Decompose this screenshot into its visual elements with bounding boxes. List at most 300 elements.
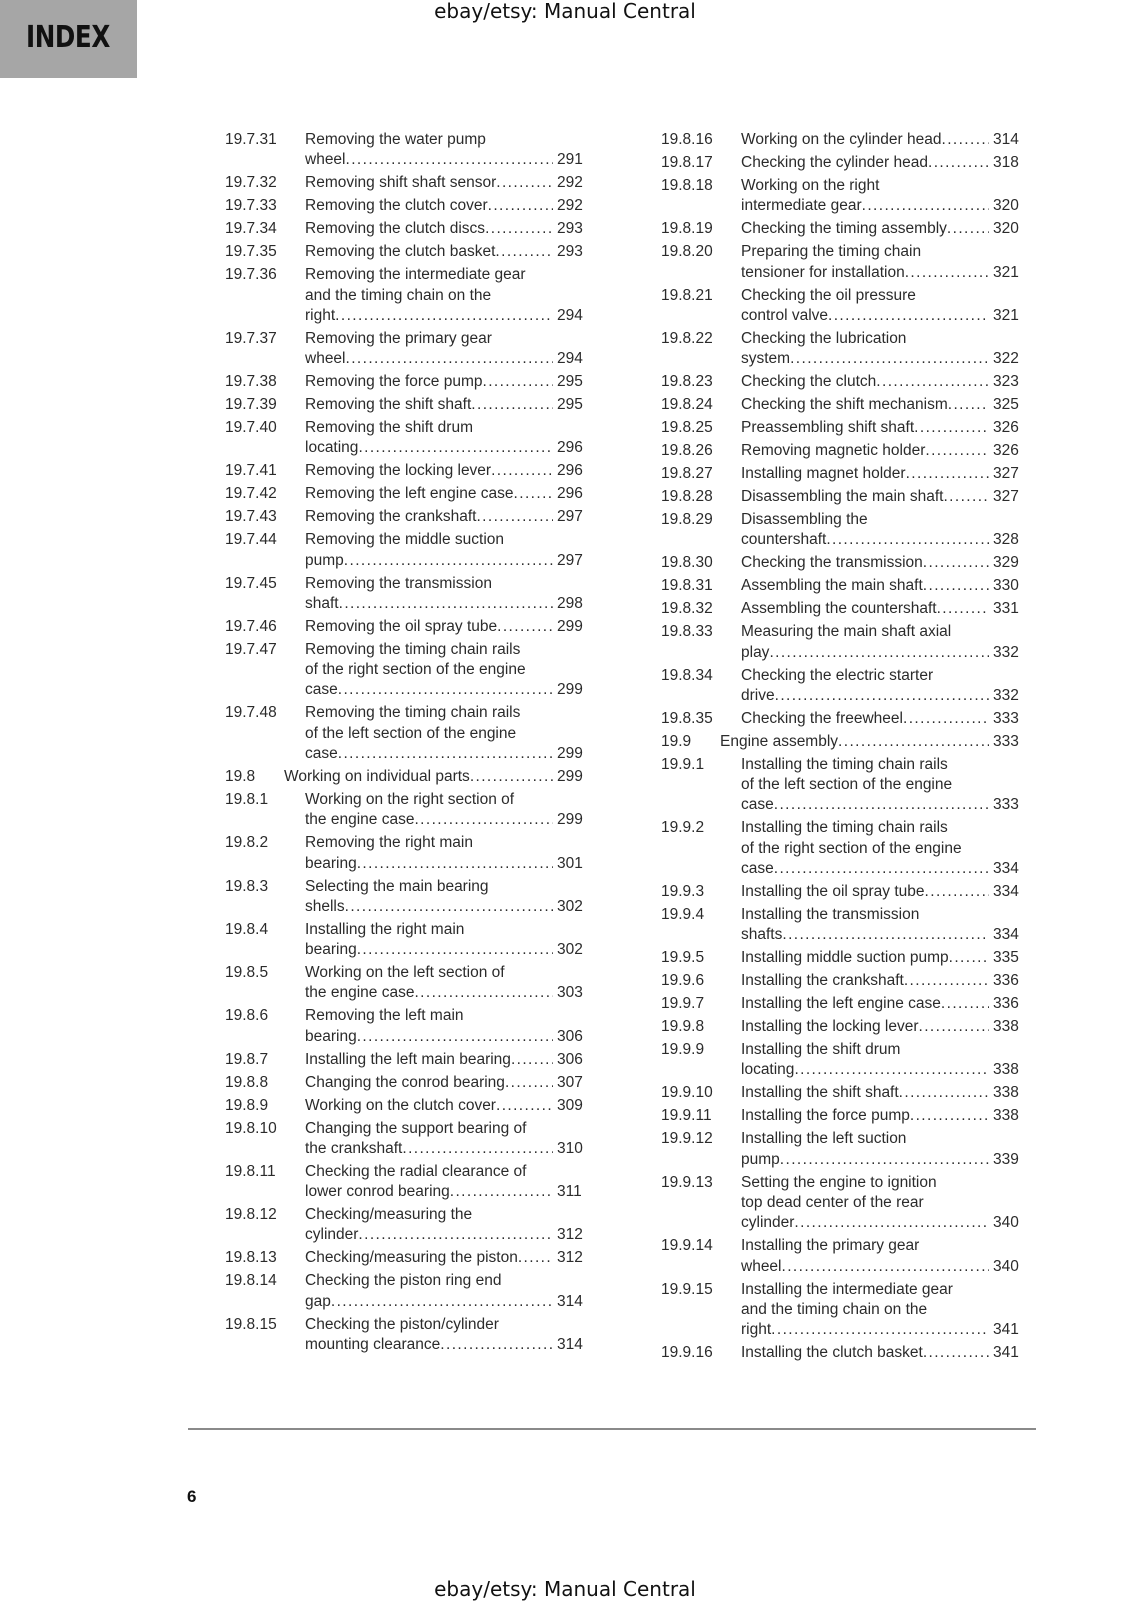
toc-entry-page: 320: [993, 220, 1019, 238]
toc-entry-number: 19.7.34: [225, 220, 277, 238]
toc-entry-title-line: Installing the crankshaft: [741, 972, 904, 990]
toc-entry-number: 19.7.48: [225, 704, 277, 722]
toc-entry-title: [741, 576, 1019, 596]
toc-entry[interactable]: [225, 790, 597, 831]
dot-leader: [941, 994, 989, 1014]
toc-entry-title-line: wheel: [741, 1257, 782, 1275]
toc-entry-number: 19.8.24: [661, 396, 713, 414]
toc-entry-title-line: Checking the shift mechanism: [741, 396, 948, 414]
toc-entry-title-line: Working on the cylinder head: [741, 131, 942, 148]
toc-entry-page: 301: [557, 854, 583, 872]
dot-leader: [497, 617, 553, 637]
toc-entry-number: 19.9.12: [661, 1130, 713, 1148]
toc-entry-title: [305, 574, 583, 615]
toc-entry-page: 311: [557, 1183, 582, 1201]
toc-entry-title-line: Measuring the main shaft axial: [741, 623, 952, 641]
toc-entry[interactable]: [661, 1280, 1033, 1341]
toc-entry[interactable]: [225, 507, 597, 527]
dot-leader: [899, 1083, 989, 1103]
toc-entry[interactable]: [661, 1236, 1033, 1277]
toc-entry-number: 19.7.41: [225, 462, 277, 480]
toc-entry-title: [305, 461, 583, 481]
toc-entry-number: 19.9.11: [661, 1107, 712, 1125]
dot-leader: [344, 551, 553, 571]
toc-entry[interactable]: [661, 553, 1033, 573]
toc-entry-page: 306: [557, 1050, 583, 1068]
dot-leader: [402, 1139, 553, 1159]
dot-leader: [440, 1335, 553, 1355]
toc-entry-page: 340: [993, 1257, 1019, 1275]
toc-entry-number: 19.8.15: [225, 1315, 277, 1333]
toc-entry-title-line: Working on the right section of: [305, 790, 515, 808]
toc-entry-title-line: top dead center of the rear: [741, 1193, 924, 1211]
toc-entry-title-line: Checking the timing assembly: [741, 220, 947, 238]
toc-entry-page: 302: [557, 941, 583, 959]
toc-entry[interactable]: [225, 833, 597, 874]
toc-entry-page: 334: [993, 882, 1019, 900]
toc-entry-title: [305, 790, 583, 831]
toc-entry-number: 19.8.13: [225, 1249, 277, 1267]
dot-leader: [905, 263, 989, 283]
toc-entry-title-line: tensioner for installation: [741, 263, 905, 281]
dot-leader: [941, 130, 989, 150]
watermark-bottom: ebay/etsy: Manual Central: [434, 1577, 696, 1601]
toc-entry[interactable]: [661, 286, 1033, 327]
toc-entry-title: [305, 196, 583, 216]
dot-leader: [780, 1150, 989, 1170]
toc-entry[interactable]: [661, 242, 1033, 283]
toc-entry-title-line: the engine case: [305, 984, 415, 1002]
toc-entry[interactable]: [661, 709, 1033, 729]
toc-entry-number: 19.8.4: [225, 920, 269, 938]
dot-leader: [518, 1248, 553, 1268]
toc-entry-title-line: Installing the clutch basket: [741, 1344, 923, 1362]
toc-entry-title-line: wheel: [305, 151, 346, 169]
toc-entry-title-line: bearing: [305, 1027, 357, 1045]
toc-entry-title-line: Removing the clutch basket: [305, 243, 496, 261]
toc-entry-number: 19.9.8: [661, 1018, 705, 1036]
toc-entry-number: 19.7.45: [225, 574, 277, 592]
toc-entry-title-line: Disassembling the main shaft: [741, 488, 944, 505]
toc-entry-title-line: Working on the clutch cover: [305, 1096, 496, 1114]
dot-leader: [919, 1017, 990, 1037]
dot-leader: [491, 461, 553, 481]
toc-entry-title-line: Working on the right: [741, 176, 880, 194]
toc-entry-title: [305, 418, 583, 459]
toc-entry-title: [305, 1205, 583, 1246]
toc-entry-number: 19.9.2: [661, 819, 705, 837]
toc-entry[interactable]: [225, 877, 597, 918]
toc-entry-number: 19.8.25: [661, 419, 713, 437]
toc-entry[interactable]: [661, 176, 1033, 217]
toc-entry[interactable]: [225, 1073, 597, 1093]
toc-entry[interactable]: [225, 196, 597, 216]
dot-leader: [914, 418, 989, 438]
toc-entry-title-line: system: [741, 350, 791, 368]
toc-entry-page: 338: [993, 1084, 1019, 1102]
toc-entry[interactable]: [661, 994, 1033, 1014]
toc-entry-title-line: Removing the timing chain rails: [305, 704, 521, 722]
toc-entry-title: [305, 1073, 583, 1093]
toc-entry-title-line: Checking the piston ring end: [305, 1272, 502, 1290]
dot-leader: [496, 173, 553, 193]
dot-leader: [769, 643, 989, 663]
toc-entry[interactable]: [225, 395, 597, 415]
dot-leader: [414, 983, 553, 1003]
toc-entry[interactable]: [661, 510, 1033, 551]
toc-entry[interactable]: [225, 703, 597, 764]
toc-entry-title-line: Assembling the countershaft: [741, 600, 937, 618]
toc-entry[interactable]: [225, 920, 597, 961]
dot-leader: [794, 1060, 989, 1080]
toc-entry-number: 19.8.6: [225, 1007, 269, 1025]
toc-entry-number: 19.8.3: [225, 877, 269, 895]
toc-entry-title: [305, 219, 583, 239]
toc-entry-page: 329: [993, 554, 1019, 572]
toc-entry-page: 340: [993, 1214, 1019, 1232]
toc-entry-title-line: and the timing chain on the: [741, 1300, 928, 1318]
toc-entry[interactable]: [661, 1343, 1033, 1363]
toc-entry[interactable]: [661, 219, 1033, 239]
toc-entry-title: [741, 395, 1019, 415]
toc-entry-title: [741, 709, 1019, 729]
toc-entry[interactable]: [225, 617, 597, 637]
toc-entry-title: [741, 1129, 1019, 1170]
toc-entry-page: 326: [993, 419, 1019, 437]
toc-entry-number: 19.7.33: [225, 197, 277, 215]
toc-entry[interactable]: [661, 1083, 1033, 1103]
dot-leader: [794, 1213, 989, 1233]
dot-leader: [482, 372, 553, 392]
toc-entry-title: [305, 372, 583, 392]
toc-section-entry[interactable]: [661, 732, 1033, 752]
toc-entry-title: [741, 1083, 1019, 1103]
toc-entry[interactable]: [661, 1040, 1033, 1081]
toc-entry-title-line: Checking the oil pressure: [741, 286, 916, 304]
toc-entry-title: [741, 219, 1019, 239]
toc-entry[interactable]: [661, 487, 1033, 507]
toc-entry-title-line: Checking the clutch: [741, 373, 877, 391]
toc-entry-page: 321: [993, 263, 1019, 281]
toc-entry-title-line: Installing the oil spray tube: [741, 882, 925, 900]
toc-entry-title-line: Installing magnet holder: [741, 465, 906, 483]
toc-entry-number: 19.8.20: [661, 243, 713, 261]
toc-entry[interactable]: [225, 1006, 597, 1047]
dot-leader: [928, 153, 989, 173]
dot-leader: [358, 438, 553, 458]
dot-leader: [906, 464, 989, 484]
toc-entry-number: 19.8.11: [225, 1162, 276, 1180]
toc-entry-page: 327: [993, 488, 1019, 505]
toc-entry-title: [305, 920, 583, 961]
toc-entry[interactable]: [661, 755, 1033, 816]
toc-entry-title: [741, 130, 1019, 150]
toc-entry-number: 19.8.31: [661, 577, 713, 595]
toc-entry[interactable]: [661, 1129, 1033, 1170]
toc-entry-title: [741, 153, 1019, 173]
toc-entry-title-line: case: [741, 796, 774, 814]
toc-entry[interactable]: [225, 963, 597, 1004]
toc-entry-title: [741, 882, 1019, 902]
dot-leader: [923, 1343, 989, 1363]
toc-entry[interactable]: [225, 574, 597, 615]
toc-entry-page: 293: [557, 243, 583, 261]
toc-entry[interactable]: [225, 242, 597, 262]
toc-entry[interactable]: [225, 1205, 597, 1246]
toc-entry-number: 19.8.22: [661, 329, 713, 347]
toc-entry-title: [305, 329, 583, 370]
toc-entry-number: 19.7.35: [225, 243, 277, 261]
toc-entry[interactable]: [225, 418, 597, 459]
toc-entry-page: 295: [557, 373, 583, 391]
toc-entry[interactable]: [225, 1119, 597, 1160]
toc-entry-page: 336: [993, 995, 1019, 1013]
toc-entry-title-line: Removing the shift drum: [305, 419, 473, 437]
toc-entry-title-line: Checking the lubrication: [741, 329, 907, 347]
dot-leader: [345, 897, 553, 917]
toc-entry-title: [305, 173, 583, 193]
toc-entry[interactable]: [661, 418, 1033, 438]
toc-entry-title-line: of the left section of the engine: [305, 724, 517, 742]
toc-entry[interactable]: [661, 905, 1033, 946]
toc-entry-title: [305, 265, 583, 326]
toc-entry-page: 323: [993, 373, 1019, 391]
toc-entry[interactable]: [225, 219, 597, 239]
toc-entry-number: 19.7.40: [225, 419, 277, 437]
toc-entry[interactable]: [225, 1271, 597, 1312]
toc-entry-title: [305, 617, 583, 637]
toc-entry-page: 299: [557, 811, 583, 829]
toc-entry-page: 312: [557, 1226, 583, 1244]
toc-entry[interactable]: [661, 882, 1033, 902]
toc-entry-number: 19.8.10: [225, 1119, 277, 1137]
toc-entry[interactable]: [661, 971, 1033, 991]
toc-entry-title: [741, 1106, 1019, 1126]
toc-entry-title: [741, 1173, 1019, 1234]
toc-entry-title-line: case: [305, 681, 338, 699]
toc-entry[interactable]: [661, 372, 1033, 392]
toc-entry-title-line: Installing the primary gear: [741, 1237, 920, 1255]
toc-entry-title-line: Removing the transmission: [305, 574, 492, 592]
toc-entry-title: [305, 395, 583, 415]
toc-entry-title-line: Removing the right main: [305, 834, 473, 852]
toc-entry-number: 19.8.21: [661, 286, 713, 304]
toc-entry[interactable]: [225, 484, 597, 504]
toc-entry-title-line: bearing: [305, 941, 357, 959]
toc-entry[interactable]: [225, 640, 597, 701]
toc-entry-title-line: cylinder: [305, 1226, 359, 1244]
toc-entry-page: 326: [993, 442, 1019, 460]
toc-entry-title-line: intermediate gear: [741, 197, 862, 215]
toc-entry-page: 297: [557, 508, 583, 526]
toc-entry-number: 19.7.32: [225, 174, 277, 192]
page-number: 6: [187, 1487, 197, 1506]
toc-entry-number: 19.9.16: [661, 1344, 713, 1362]
footer-divider: [188, 1428, 1036, 1430]
toc-entry[interactable]: [661, 818, 1033, 879]
dot-leader: [943, 487, 989, 507]
toc-entry-title-line: Removing the left engine case: [305, 485, 514, 503]
toc-entry-title: [305, 1248, 583, 1268]
dot-leader: [357, 1027, 553, 1047]
toc-entry[interactable]: [661, 1017, 1033, 1037]
toc-entry-title-line: Installing the locking lever: [741, 1018, 919, 1036]
dot-leader: [774, 795, 989, 815]
toc-entry-title: [305, 1119, 583, 1160]
toc-entry-page: 291: [557, 151, 583, 169]
toc-entry[interactable]: [225, 130, 597, 171]
toc-entry-title: [305, 484, 583, 504]
toc-entry-title-line: Removing the water pump: [305, 131, 486, 148]
toc-entry-number: 19.7.44: [225, 531, 277, 549]
toc-entry[interactable]: [225, 530, 597, 571]
toc-entry-number: 19.8.19: [661, 220, 713, 238]
toc-entry-title-line: Removing the locking lever: [305, 462, 492, 480]
toc-entry-title-line: Installing the shift shaft: [741, 1084, 899, 1102]
toc-entry-number: 19.8.2: [225, 834, 269, 852]
toc-entry-title-line: wheel: [305, 350, 346, 368]
toc-entry[interactable]: [225, 461, 597, 481]
dot-leader: [331, 1292, 553, 1312]
toc-entry-page: 333: [993, 796, 1019, 814]
toc-entry-title: [305, 1006, 583, 1047]
toc-entry-number: 19.9.14: [661, 1237, 713, 1255]
toc-entry-title: [741, 994, 1019, 1014]
dot-leader: [470, 767, 553, 787]
toc-entry-number: 19.8.16: [661, 131, 713, 148]
toc-entry-title: [741, 1343, 1019, 1363]
toc-entry-page: 299: [557, 767, 583, 785]
toc-entry-page: 341: [993, 1321, 1019, 1339]
toc-entry-number: 19.7.37: [225, 329, 277, 347]
toc-entry-page: 314: [557, 1292, 583, 1310]
toc-entry-title-line: the engine case: [305, 811, 415, 829]
toc-entry[interactable]: [661, 576, 1033, 596]
toc-entry-title: [305, 833, 583, 874]
toc-entry-page: 318: [993, 153, 1019, 171]
toc-entry-number: 19.8.34: [661, 666, 713, 684]
toc-entry-title-line: Removing the clutch cover: [305, 197, 488, 215]
toc-entry[interactable]: [225, 372, 597, 392]
toc-entry-page: 339: [993, 1150, 1019, 1168]
toc-entry-page: 314: [993, 131, 1019, 148]
toc-entry-title: [741, 666, 1019, 707]
toc-entry-number: 19.7.39: [225, 396, 277, 414]
toc-entry[interactable]: [661, 153, 1033, 173]
toc-entry[interactable]: [661, 599, 1033, 619]
toc-entry-number: 19.7.31: [225, 131, 277, 148]
toc-entry[interactable]: [225, 173, 597, 193]
toc-entry[interactable]: [661, 395, 1033, 415]
toc-entry-title: [741, 1017, 1019, 1037]
dot-leader: [948, 395, 989, 415]
toc-entry-title: [741, 418, 1019, 438]
toc-entry-number: 19.8.30: [661, 554, 713, 572]
toc-entry-number: 19.7.43: [225, 508, 277, 526]
toc-section-entry[interactable]: [225, 767, 597, 787]
toc-entry[interactable]: [661, 464, 1033, 484]
toc-entry-title-line: Assembling the main shaft: [741, 577, 923, 595]
toc-entry[interactable]: [661, 130, 1033, 150]
toc-entry-title: [305, 1315, 583, 1356]
dot-leader: [335, 306, 553, 326]
toc-column-left: [225, 130, 597, 1358]
toc-entry[interactable]: [225, 329, 597, 370]
dot-leader: [949, 948, 989, 968]
toc-entry-page: 331: [993, 600, 1019, 618]
dot-leader: [775, 686, 989, 706]
toc-entry[interactable]: [661, 622, 1033, 663]
toc-entry-number: 19.9.4: [661, 905, 705, 923]
toc-entry-title: [741, 553, 1019, 573]
toc-entry-title-line: Removing the force pump: [305, 373, 483, 391]
toc-entry-page: 330: [993, 577, 1019, 595]
toc-entry-title-line: Checking the transmission: [741, 554, 923, 572]
toc-entry-number: 19.8.33: [661, 623, 713, 641]
dot-leader: [485, 219, 553, 239]
toc-entry-title-line: Installing the timing chain rails: [741, 819, 948, 837]
toc-entry-title: [741, 510, 1019, 551]
dot-leader: [511, 1050, 553, 1070]
toc-entry-title-line: Selecting the main bearing: [305, 877, 489, 895]
toc-column-right: [661, 130, 1033, 1366]
toc-entry[interactable]: [225, 1162, 597, 1203]
dot-leader: [903, 709, 989, 729]
toc-entry[interactable]: [225, 1096, 597, 1116]
toc-entry-title-line: Checking the radial clearance of: [305, 1162, 527, 1180]
dot-leader: [471, 395, 553, 415]
toc-entry-title: [741, 242, 1019, 283]
toc-entry-number: 19.8.1: [225, 790, 269, 808]
toc-entry-title-line: Installing the shift drum: [741, 1041, 901, 1059]
toc-entry-number: 19.9.5: [661, 949, 705, 967]
toc-entry[interactable]: [225, 1050, 597, 1070]
toc-entry[interactable]: [225, 1248, 597, 1268]
toc-entry-page: 296: [557, 462, 583, 480]
toc-entry-page: 320: [993, 197, 1019, 215]
toc-entry[interactable]: [661, 948, 1033, 968]
dot-leader: [790, 349, 989, 369]
toc-entry-page: 299: [557, 745, 583, 762]
toc-entry[interactable]: [661, 329, 1033, 370]
toc-entry-number: 19.8.29: [661, 510, 713, 528]
toc-entry-title: [305, 703, 583, 764]
toc-entry-title-line: Removing the shift shaft: [305, 396, 472, 414]
toc-entry-page: 302: [557, 897, 583, 915]
toc-entry-title: [305, 1096, 583, 1116]
toc-entry-number: 19.8.12: [225, 1206, 277, 1224]
toc-entry-title: [741, 755, 1019, 816]
toc-entry-number: 19.8.7: [225, 1050, 269, 1068]
toc-entry-title-line: Checking/measuring the piston: [305, 1249, 518, 1267]
toc-entry-title-line: Installing the left main bearing: [305, 1050, 511, 1068]
toc-entry-page: 292: [557, 174, 583, 192]
toc-entry-number: 19.7.42: [225, 485, 277, 503]
toc-entry-title: [741, 971, 1019, 991]
toc-entry[interactable]: [225, 1315, 597, 1356]
toc-entry-title-line: case: [741, 859, 774, 877]
toc-entry-number: 19.8.18: [661, 176, 713, 194]
toc-entry[interactable]: [661, 666, 1033, 707]
toc-entry-page: 325: [993, 396, 1019, 414]
toc-entry[interactable]: [661, 1173, 1033, 1234]
toc-entry-title-line: lower conrod bearing: [305, 1183, 450, 1201]
toc-entry-title: [741, 372, 1019, 392]
toc-entry-title-line: Checking the electric starter: [741, 666, 934, 684]
toc-entry[interactable]: [661, 441, 1033, 461]
toc-entry[interactable]: [225, 265, 597, 326]
toc-entry[interactable]: [661, 1106, 1033, 1126]
